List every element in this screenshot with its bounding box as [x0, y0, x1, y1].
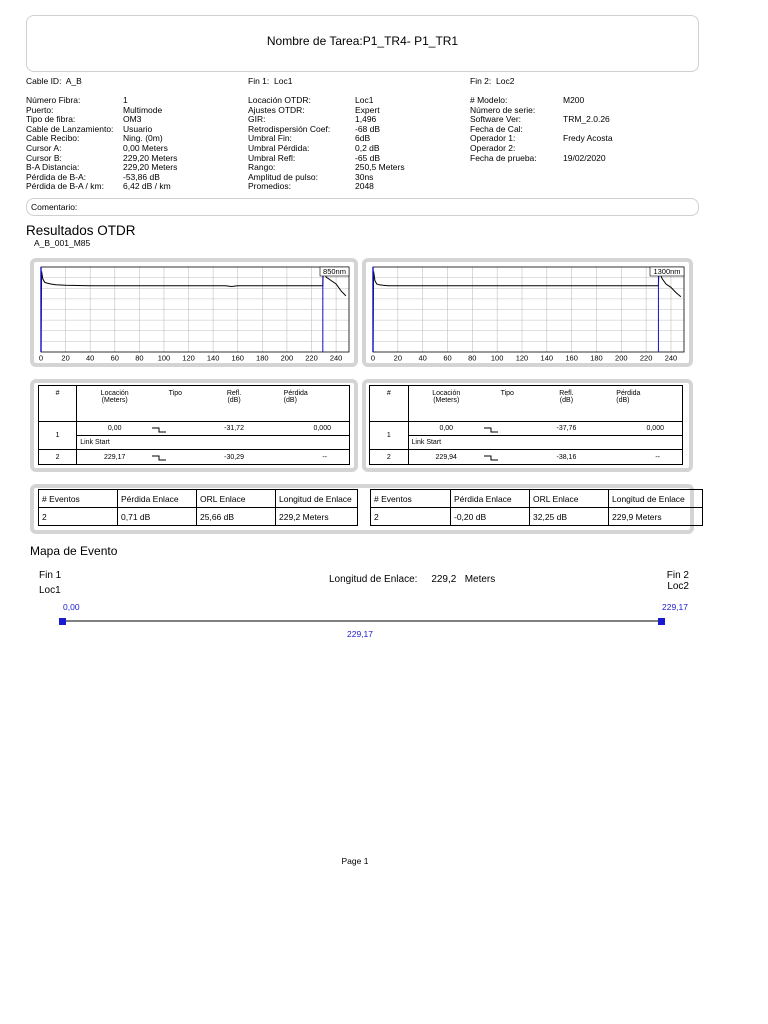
summary-value-row: 2 0,71 dB 25,66 dB 229,2 Meters	[39, 508, 358, 526]
info-col1-labels-4: Cable Recibo:	[26, 133, 80, 144]
info-col1-labels-0: Número Fibra:	[26, 95, 81, 105]
event-type-icon	[484, 450, 531, 465]
x-tick-label: 120	[515, 353, 529, 363]
summary-table-left	[38, 489, 358, 526]
col3-values	[563, 96, 613, 163]
info-col2-values-5: 0,2 dB	[355, 142, 380, 153]
x-tick-label: 200	[615, 353, 628, 363]
info-col1-labels-6: Cursor B:	[26, 152, 62, 163]
info-col2-labels-9: Promedios:	[248, 181, 291, 192]
results-title: Resultados OTDR	[26, 223, 136, 238]
event-table-header: # Locación (Meters) Tipo Refl. (dB) Pérdida (dB)	[39, 386, 350, 422]
info-col2-values-8: 30ns	[355, 171, 374, 182]
info-col1-labels-3: Cable de Lanzamiento:	[26, 123, 114, 134]
info-col1-labels-2: Tipo de fibra:	[26, 114, 76, 125]
page-title	[26, 34, 699, 48]
x-tick-label: 240	[664, 353, 678, 363]
summary-header-row: # Eventos Pérdida Enlace ORL Enlace Longitud de Enlace	[371, 490, 703, 508]
map-end-pos: 229,17	[662, 602, 688, 612]
map-end2-label: Fin 2	[666, 570, 689, 581]
x-tick-label: 20	[61, 353, 70, 363]
info-col2-labels-5: Umbral Pérdida:	[248, 142, 310, 153]
info-col3-labels-3: Fecha de Cal:	[470, 123, 523, 134]
trace-chart-850	[30, 258, 358, 367]
info-col1-labels-7: B-A Distancia:	[26, 162, 80, 173]
event-row-2: 2 229,94 -38,16 --	[370, 450, 683, 465]
info-col1-values-2: OM3	[123, 114, 142, 125]
col3-labels	[470, 96, 537, 163]
x-tick-label: 140	[206, 353, 220, 363]
info-col2-values-9: 2048	[355, 181, 374, 192]
event-type-icon	[152, 450, 198, 465]
x-tick-label: 0	[370, 353, 376, 363]
info-col1-values-3: Usuario	[123, 123, 153, 134]
info-col2-labels-2: GIR:	[248, 114, 266, 125]
x-tick-label: 160	[565, 353, 578, 363]
map-start-pos: 0,00	[63, 602, 80, 612]
event-row-2: 2 229,17 -30,29 --	[39, 450, 350, 465]
info-col1-labels-8: Pérdida de B-A:	[26, 171, 87, 182]
event-row-1: 1 0,00 -31,72 0,000	[39, 422, 350, 436]
comment-box	[26, 198, 699, 216]
x-tick-label: 220	[639, 353, 653, 363]
task-label: Nombre de Tarea:	[266, 34, 363, 48]
reflective-event-icon	[484, 427, 498, 433]
comment-label: Comentario:	[31, 202, 78, 212]
map-end-marker[interactable]	[658, 618, 665, 625]
end1-info: Fin 1: Loc1	[248, 76, 293, 86]
info-col1-labels-1: Puerto:	[26, 104, 54, 115]
col1-labels	[26, 96, 113, 192]
info-col2-values-3: -68 dB	[355, 123, 381, 134]
info-col1-values-7: 229,20 Meters	[123, 162, 178, 173]
x-tick-label: 20	[393, 353, 403, 363]
trace-chart-850-svg	[34, 262, 354, 363]
map-end2-loc: Loc2	[667, 581, 689, 592]
col1-values	[123, 96, 177, 192]
event-map-line	[56, 614, 670, 628]
info-col1-values-5: 0,00 Meters	[123, 142, 168, 153]
map-end1-label: Fin 1	[39, 570, 62, 581]
x-tick-label: 180	[590, 353, 603, 363]
info-col1-labels-9: Pérdida de B-A / km:	[26, 181, 104, 192]
info-col3-labels-0: # Modelo:	[470, 95, 508, 105]
trace-chart-1300	[362, 258, 693, 367]
info-col1-values-6: 229,20 Meters	[123, 152, 178, 163]
event-row-1-label: Link Start	[370, 436, 683, 450]
info-col2-values-2: 1,496	[355, 114, 377, 125]
x-tick-label: 140	[540, 353, 554, 363]
info-col3-values-0: M200	[563, 95, 585, 105]
info-col2-values-6: -65 dB	[355, 152, 381, 163]
info-col3-labels-1: Número de serie:	[470, 104, 536, 115]
x-tick-label: 80	[135, 353, 144, 363]
info-col2-values-4: 6dB	[355, 133, 371, 144]
end2-info: Fin 2: Loc2	[470, 76, 515, 86]
map-start-marker[interactable]	[59, 618, 66, 625]
info-col1-labels-5: Cursor A:	[26, 142, 62, 153]
map-end1-loc: Loc1	[39, 585, 61, 596]
event-type-icon	[152, 422, 198, 436]
info-col3-labels-5: Operador 2:	[470, 142, 516, 153]
cable-id: Cable ID: A_B	[26, 76, 82, 86]
map-link-length: Longitud de Enlace: 229,2 Meters	[329, 574, 496, 585]
x-tick-label: 220	[305, 353, 318, 363]
map-span-label: 229,17	[347, 629, 373, 639]
x-tick-label: 100	[157, 353, 171, 363]
event-map-title: Mapa de Evento	[30, 544, 118, 558]
x-tick-label: 60	[443, 353, 452, 363]
info-col2-labels-6: Umbral Refl:	[248, 152, 296, 163]
info-col2-labels-3: Retrodispersión Coef:	[248, 123, 331, 134]
summary-value-row: 2 -0,20 dB 32,25 dB 229,9 Meters	[371, 508, 703, 526]
summary-table-right	[370, 489, 703, 526]
col2-labels	[248, 96, 330, 192]
x-tick-label: 60	[110, 353, 119, 363]
info-col1-values-9: 6,42 dB / km	[123, 181, 171, 192]
x-tick-label: 160	[231, 353, 244, 363]
info-col3-labels-2: Software Ver:	[470, 114, 522, 125]
info-col2-labels-1: Ajustes OTDR:	[248, 104, 305, 115]
x-tick-label: 0	[38, 353, 44, 363]
page-number: Page 1	[341, 856, 369, 866]
info-col2-labels-0: Locación OTDR:	[248, 95, 311, 105]
info-col2-labels-8: Amplitud de pulso:	[248, 171, 318, 182]
summary-header-row: # Eventos Pérdida Enlace ORL Enlace Longitud de Enlace	[39, 490, 358, 508]
task-value: P1_TR4- P1_TR1	[362, 34, 459, 48]
x-tick-label: 80	[468, 353, 477, 363]
event-table-header: # Locación (Meters) Tipo Refl. (dB) Pérdida (dB)	[370, 386, 683, 422]
event-row-1-label: Link Start	[39, 436, 350, 450]
info-col1-values-8: -53,86 dB	[123, 171, 160, 182]
reflective-event-icon	[484, 455, 498, 461]
x-tick-label: 40	[86, 353, 95, 363]
event-row-1: 1 0,00 -37,76 0,000	[370, 422, 683, 436]
info-col3-values-2: TRM_2.0.26	[563, 114, 610, 125]
reflective-event-icon	[152, 455, 166, 461]
trace-chart-1300-svg	[366, 262, 689, 363]
trace-name: A_B_001_M85	[34, 238, 91, 248]
info-col3-values-4: Fredy Acosta	[563, 133, 613, 144]
reflective-event-icon	[152, 427, 166, 433]
info-col2-values-7: 250,5 Meters	[355, 162, 405, 173]
x-tick-label: 200	[280, 353, 294, 363]
info-col3-values-6: 19/02/2020	[563, 152, 606, 163]
info-col3-labels-4: Operador 1:	[470, 133, 516, 144]
x-tick-label: 180	[256, 353, 269, 363]
event-table-panel-right	[362, 379, 693, 472]
event-table-panel-left	[30, 379, 358, 472]
info-col1-values-1: Multimode	[123, 104, 163, 115]
info-col1-values-4: Ning. (0m)	[123, 133, 163, 144]
info-col2-labels-4: Umbral Fin:	[248, 133, 292, 144]
info-col2-values-0: Loc1	[355, 95, 374, 105]
info-col3-labels-6: Fecha de prueba:	[470, 152, 537, 163]
legend-label: 1300nm	[653, 267, 681, 276]
x-tick-label: 100	[490, 353, 504, 363]
info-col2-labels-7: Rango:	[248, 162, 276, 173]
x-tick-label: 120	[182, 353, 195, 363]
x-tick-label: 240	[329, 353, 343, 363]
event-type-icon	[484, 422, 531, 436]
info-col2-values-1: Expert	[355, 104, 380, 115]
event-table-left	[38, 385, 350, 465]
legend-label: 850nm	[323, 267, 346, 276]
event-table-right	[369, 385, 683, 465]
x-tick-label: 40	[418, 353, 427, 363]
info-col1-values-0: 1	[123, 95, 128, 105]
col2-values	[355, 96, 405, 192]
